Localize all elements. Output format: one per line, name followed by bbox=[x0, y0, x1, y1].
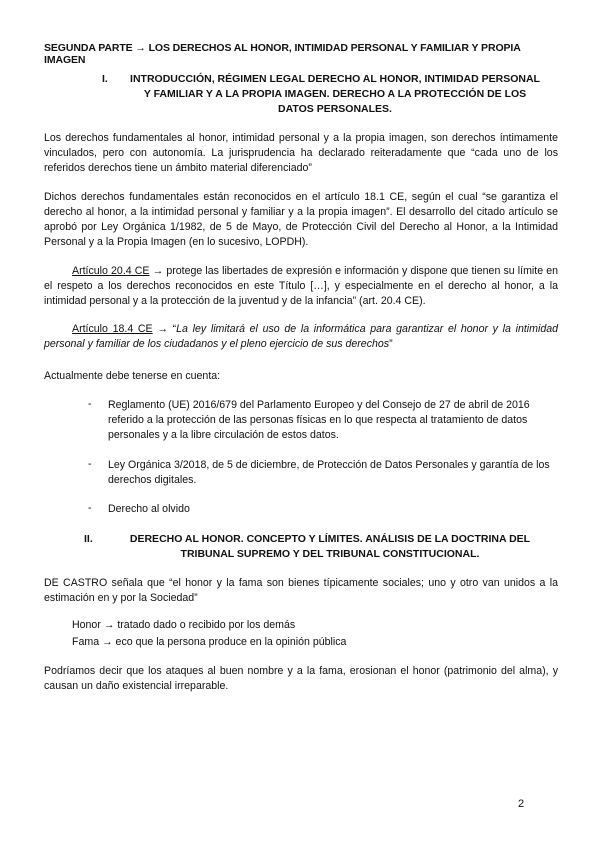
article-18-4-quote: La ley limitará el uso de la informática para garantizar el honor y la intimidad personal y familiar de los ciudadanos y el pleno ejercicio de sus derechos bbox=[44, 323, 558, 350]
page-number: 2 bbox=[518, 798, 525, 810]
paragraph-article-18-4 bbox=[44, 322, 558, 352]
section-2-heading bbox=[84, 532, 550, 562]
honor-definition: Honor → tratado dado o recibido por los demás bbox=[72, 619, 296, 631]
list-item: Ley Orgánica 3/2018, de 5 de diciembre, de Protección de Datos Personales y garantía de los derechos digitales. bbox=[108, 459, 550, 486]
paragraph-actualmente: Actualmente debe tenerse en cuenta: bbox=[44, 370, 221, 382]
article-20-4-label: Artículo 20.4 CE bbox=[72, 265, 150, 277]
section-1-heading bbox=[102, 72, 540, 117]
list-item: Derecho al olvido bbox=[108, 503, 190, 515]
paragraph-conclusion: Podríamos decir que los ataques al buen nombre y a la fama, erosionan el honor (patrimonio del alma), y causan un daño existencial irreparable. bbox=[44, 665, 558, 692]
section-2-title: DERECHO AL HONOR. CONCEPTO Y LÍMITES. ANÁLISIS DE LA DOCTRINA DEL TRIBUNAL SUPREMO Y DEL TRIBUNAL CONSTITUCIONAL. bbox=[129, 533, 531, 560]
fama-definition: Fama → eco que la persona produce en la opinión pública bbox=[72, 636, 347, 648]
list-item: Reglamento (UE) 2016/679 del Parlamento Europeo y del Consejo de 27 de abril de 2016 referido a la protección de las personas físicas en lo que respecta al tratamiento de datos personales y a la libre circulación de estos datos. bbox=[108, 399, 530, 441]
article-20-4-text: → protege las libertades de expresión e información y dispone que tienen su límite en el respeto a los derechos reconocidos en este Título […], y especialmente en el derecho al honor, a la intimidad personal y a la protección de la juventud y de la infancia” (art. 20.4 CE). bbox=[44, 265, 559, 307]
paragraph-2: Dichos derechos fundamentales están reconocidos en el artículo 18.1 CE, según el cual “se garantiza el derecho al honor, a la intimidad personal y familiar y a la propia imagen”. El desarrollo del citado artículo se aprobó por Ley Orgánica 1/1982, de 5 de Mayo, de Protección Civil del Derecho al Honor, a la Intimidad Personal y a la Propia Imagen (en lo sucesivo, LOPDH). bbox=[44, 191, 558, 248]
section-2-number: II. bbox=[84, 533, 93, 545]
article-18-4-arrow: → “ bbox=[152, 323, 177, 335]
article-18-4-close: ” bbox=[389, 338, 393, 350]
section-1-title: INTRODUCCIÓN, RÉGIMEN LEGAL DERECHO AL HONOR, INTIMIDAD PERSONAL Y FAMILIAR Y A LA PROPIA IMAGEN. DERECHO A LA PROTECCIÓN DE LOS DATOS PERSONALES. bbox=[130, 73, 540, 115]
list-marker: - bbox=[88, 502, 92, 514]
section-1-number: I. bbox=[102, 73, 108, 85]
list-marker: - bbox=[88, 458, 92, 470]
paragraph-article-20-4 bbox=[44, 264, 558, 309]
paragraph-1: Los derechos fundamentales al honor, intimidad personal y a la propia imagen, son derechos íntimamente vinculados, pero con autonomía. La jurisprudencia ha declarado reiteradamente que “cada uno de los referidos derechos tiene un ámbito material diferenciado” bbox=[44, 132, 558, 174]
paragraph-de-castro: DE CASTRO señala que “el honor y la fama son bienes típicamente sociales; uno y otro van unidos a la estimación en y por la Sociedad” bbox=[44, 577, 558, 604]
article-18-4-label: Artículo 18.4 CE bbox=[72, 323, 153, 335]
part-title: SEGUNDA PARTE → LOS DERECHOS AL HONOR, INTIMIDAD PERSONAL Y FAMILIAR Y PROPIA IMAGEN bbox=[44, 42, 521, 66]
list-marker: - bbox=[88, 398, 92, 410]
